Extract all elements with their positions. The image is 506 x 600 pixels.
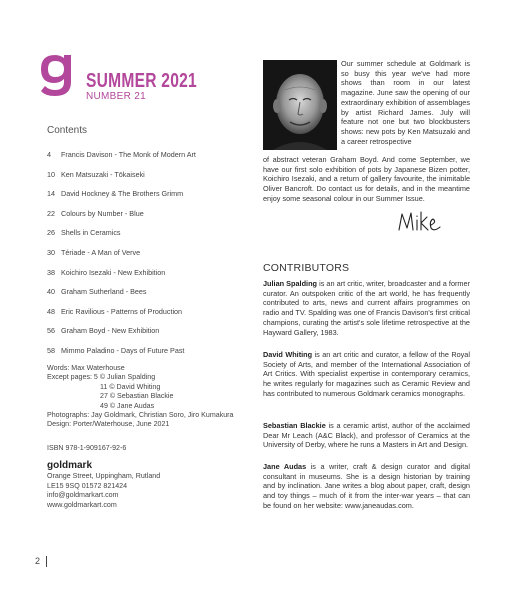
contents-item[interactable] bbox=[47, 170, 262, 190]
contents-item-title: Koichiro Isezaki - New Exhibition bbox=[61, 267, 166, 277]
contents-item[interactable] bbox=[47, 268, 262, 288]
contents-item[interactable] bbox=[47, 287, 262, 307]
contents-item[interactable] bbox=[47, 326, 262, 346]
contents-item-title: Shells in Ceramics bbox=[61, 228, 121, 238]
publisher-address bbox=[47, 472, 160, 510]
contributor-description: is a ceramic artist, author of the acclaimed Dear Mr Leach (A&C Black), and professor of Ceramics at the University of Derby, where he runs a Masters in Art and Design. bbox=[263, 421, 470, 450]
contributor-name: Julian Spalding bbox=[263, 279, 317, 288]
address-line: Orange Street, Uppingham, Rutland bbox=[47, 472, 161, 480]
credit-design: Design: Porter/Waterhouse, June 2021 bbox=[47, 420, 170, 429]
contents-item[interactable] bbox=[47, 189, 262, 209]
website-link[interactable]: www.goldmarkart.com bbox=[47, 500, 117, 509]
contents-item[interactable] bbox=[47, 228, 262, 248]
contents-page-number: 40 bbox=[47, 287, 55, 297]
credit-except-line: 49 © Jane Audas bbox=[100, 401, 155, 410]
contents-item-title: Colours by Number - Blue bbox=[61, 208, 144, 218]
contributor-bio bbox=[263, 421, 470, 450]
email-link[interactable]: info@goldmarkart.com bbox=[47, 491, 119, 499]
contents-item-title: Graham Sutherland - Bees bbox=[61, 287, 147, 297]
contents-item-title: Mimmo Paladino - Days of Future Past bbox=[61, 345, 185, 355]
editor-intro-text: Our summer schedule at Goldmark is so busy this year we've had more shows than room in our latest magazine. June saw the opening of our extraordinary exhibition of assemblages by artist Richard James. July will feature not one but two blockbusters shows: new pots by Ken Matsuzaki and a career retrospective bbox=[341, 59, 470, 146]
address-line: LE15 9SQ 01572 821424 bbox=[47, 481, 128, 490]
contributor-name: Sebastian Blackie bbox=[263, 421, 326, 430]
contents-page-number: 4 bbox=[47, 150, 51, 159]
contents-list bbox=[47, 150, 262, 366]
issue-season-title: SUMMER 2021 bbox=[86, 70, 197, 92]
goldmark-g-logo bbox=[38, 52, 76, 98]
contents-item[interactable] bbox=[47, 307, 262, 327]
contributor-description: is an art critic, writer, broadcaster and a former curator. An outspoken critic of the art world, he has frequently contributed to arts, news and current affairs programmes on radio and TV. Spalding was one of Francis Davison's first critical champions, curating the artist's sole lifetime retrospective at the Hayward Gallery, 1983. bbox=[263, 279, 470, 337]
contents-page-number: 10 bbox=[47, 169, 55, 179]
contents-page-number: 30 bbox=[47, 247, 55, 257]
editor-intro-text-continued: of abstract veteran Graham Boyd. And come September, we have our first solo exhibition of pots by Japanese Bizen potter, Koichiro Isezaki, and a return of gallery favourite, the inimitable Oliver Bancroft. Do contact us for details, and in the meantime enjoy some seasonal colour in our Summer Issue. bbox=[263, 155, 470, 203]
contents-page-number: 26 bbox=[47, 228, 55, 238]
publisher-brand: goldmark bbox=[47, 460, 93, 471]
credit-except-line: 11 © David Whiting bbox=[100, 382, 161, 391]
page-number: 2 bbox=[35, 556, 41, 566]
contributor-description: is a writer, craft & design curator and digital consultant in museums. She is a design historian by training and by inclination. Jane writes a blog about paper, craft, design and toy things – much of it from the inter-war years – that can be found on her website: www.janeaudas.com. bbox=[263, 462, 470, 510]
contributor-description: is an art critic and curator, a fellow of the Royal Society of Arts, and member of the International Association of Art Critics. With specialist expertise in contemporary ceramics, he writes regularly for magazines such as Ceramic Review and has contributed to numerous Goldmark ceramics monographs. bbox=[263, 350, 470, 398]
contents-item[interactable] bbox=[47, 248, 262, 268]
contents-item-title: Graham Boyd - New Exhibition bbox=[61, 326, 160, 336]
contents-item-title: Eric Ravilious - Patterns of Production bbox=[61, 306, 183, 316]
contents-item[interactable] bbox=[47, 150, 262, 170]
contributor-name: Jane Audas bbox=[263, 462, 307, 471]
contents-heading: Contents bbox=[47, 125, 88, 136]
contributor-bio bbox=[263, 279, 470, 337]
contents-item-title: David Hockney & The Brothers Grimm bbox=[61, 189, 184, 199]
contents-item-title: Francis Davison - The Monk of Modern Art bbox=[61, 150, 196, 159]
credit-except: Except pages: 5 © Julian Spalding bbox=[47, 373, 156, 382]
issue-number: NUMBER 21 bbox=[86, 91, 146, 102]
contents-page-number: 14 bbox=[47, 189, 55, 199]
contributor-name: David Whiting bbox=[263, 350, 313, 359]
contents-item[interactable] bbox=[47, 346, 262, 366]
isbn: ISBN 978-1-909167-92-6 bbox=[47, 444, 127, 452]
contributor-bio bbox=[263, 462, 470, 511]
credit-photographs: Photographs: Jay Goldmark, Christian Soro, Jiro Kumakura bbox=[47, 410, 234, 419]
contributor-bio bbox=[263, 350, 470, 399]
contents-page-number: 38 bbox=[47, 267, 55, 277]
editor-portrait-photo bbox=[263, 60, 337, 150]
credit-words: Words: Max Waterhouse bbox=[47, 364, 125, 372]
page-number-divider bbox=[46, 556, 47, 567]
contents-page-number: 22 bbox=[47, 208, 55, 218]
contents-page-number: 56 bbox=[47, 326, 55, 336]
credits-block bbox=[47, 364, 234, 430]
contents-page-number: 58 bbox=[47, 345, 55, 355]
contents-page-number: 48 bbox=[47, 306, 55, 316]
contributors-heading: CONTRIBUTORS bbox=[263, 262, 350, 274]
credit-except-line: 27 © Sebastian Blackie bbox=[100, 392, 174, 401]
contents-item[interactable] bbox=[47, 209, 262, 229]
contents-item-title: Ken Matsuzaki - Tōkaiseki bbox=[61, 169, 145, 179]
contents-item-title: Tériade - A Man of Verve bbox=[61, 247, 141, 257]
editor-signature bbox=[396, 208, 444, 238]
